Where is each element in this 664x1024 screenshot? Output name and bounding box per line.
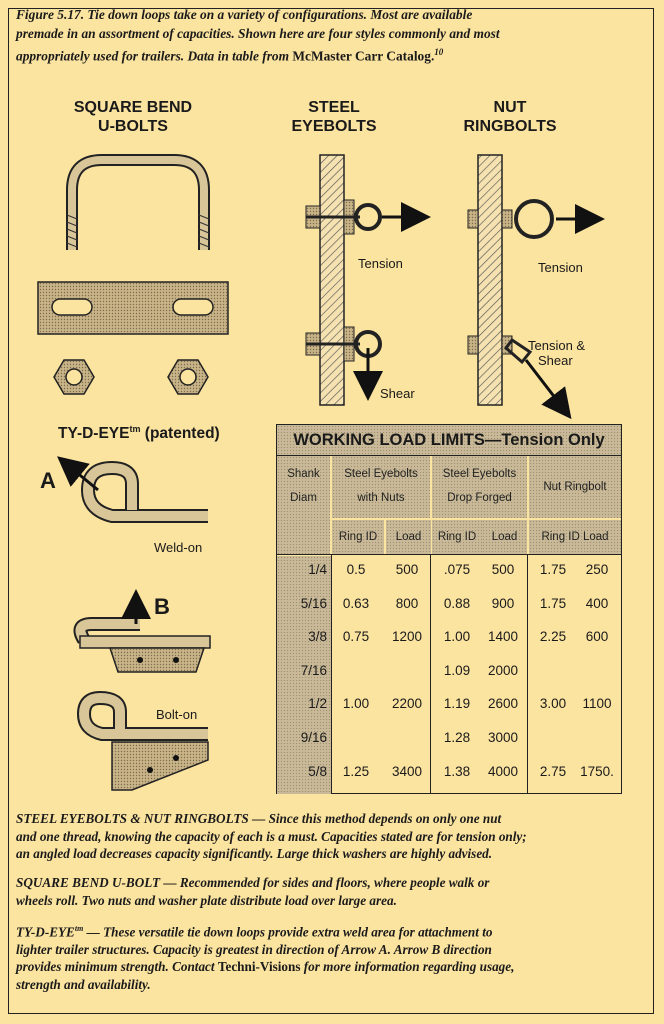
header-eyebolts-nuts-line-1: Steel Eyebolts bbox=[344, 468, 418, 480]
table-cell: 250 bbox=[585, 562, 609, 577]
header-shank-line-2: Diam bbox=[290, 492, 317, 504]
ubolt-header-line-1: SQUARE BEND bbox=[73, 99, 193, 116]
divider bbox=[430, 555, 431, 793]
shank-diam-cell: 5/16 bbox=[300, 595, 327, 611]
subheader-ringbolt: Ring ID Load bbox=[528, 519, 621, 555]
subheader-load-nuts: Load bbox=[385, 519, 431, 555]
note-ubolt-line-2: wheels roll. Two nuts and washer plate distribute load over large area. bbox=[16, 892, 397, 908]
subheader-load-forged: Load bbox=[482, 519, 527, 555]
table-cell: 600 bbox=[585, 629, 609, 645]
table-cell: 1100 bbox=[582, 696, 612, 712]
eyebolt-tension-label: Tension bbox=[358, 256, 403, 271]
table-cell: 2.25 bbox=[539, 629, 567, 645]
tydeye-name: TY-D-EYE bbox=[58, 425, 130, 443]
header-eyebolts-forged-line-2: Drop Forged bbox=[447, 492, 512, 504]
caption-line-2: premade in an assortment of capacities. Shown here are four styles commonly and most bbox=[16, 25, 500, 41]
tydeye-arrow-b-icon bbox=[80, 598, 210, 672]
bolt-on-label: Bolt-on bbox=[156, 707, 198, 722]
table-cell: 1.09 bbox=[443, 662, 471, 678]
shank-diam-cell: 1/2 bbox=[308, 696, 327, 712]
note-tydeye-line-1-text: — These versatile tie down loops provide extra weld area for attachment to bbox=[83, 924, 493, 940]
caption-line-3-text: appropriately used for trailers. Data in table from bbox=[16, 48, 293, 64]
divider bbox=[527, 555, 528, 793]
table-cell: 2200 bbox=[391, 696, 423, 712]
table-cell: .075 bbox=[443, 562, 471, 577]
table-cell: 1400 bbox=[487, 629, 519, 645]
table-cell: 1.75 bbox=[539, 595, 567, 611]
note-tydeye bbox=[16, 920, 638, 993]
eyebolt-header-line-1: STEEL bbox=[308, 99, 360, 116]
note-ubolt-head: SQUARE BEND U-BOLT bbox=[16, 875, 161, 890]
table-cell: 1.25 bbox=[342, 763, 370, 779]
ring-tension-shear-line-2: Shear bbox=[538, 353, 573, 368]
table-cell: 0.75 bbox=[342, 629, 370, 645]
note-tydeye-line-1 bbox=[16, 920, 638, 941]
note-eyebolts bbox=[16, 810, 638, 863]
table-cell: 1.00 bbox=[443, 629, 471, 645]
table-cell: 2600 bbox=[487, 696, 519, 712]
shank-diam-cell: 5/8 bbox=[308, 763, 327, 779]
table-cell: 3400 bbox=[391, 763, 423, 779]
table-cell: 800 bbox=[395, 595, 419, 611]
tydeye-weld-on-icon bbox=[64, 462, 208, 516]
company-name: Techni-Visions bbox=[217, 959, 301, 975]
weld-on-label: Weld-on bbox=[154, 540, 203, 555]
u-bolt-icon bbox=[67, 160, 209, 250]
table-cell: 1.19 bbox=[443, 696, 471, 712]
shank-diam-cell: 7/16 bbox=[300, 662, 327, 678]
ubolt-header-line-2: U-BOLTS bbox=[98, 118, 168, 135]
eyebolt-shear-label: Shear bbox=[380, 386, 415, 401]
table-cell: 500 bbox=[491, 562, 515, 577]
note-tydeye-line-2: lighter trailer structures. Capacity is greatest in direction of Arrow A. Arrow B direction bbox=[16, 941, 492, 957]
table-cell: 900 bbox=[491, 595, 515, 611]
arrow-a-label: A bbox=[40, 468, 56, 493]
header-shank bbox=[277, 456, 331, 554]
divider bbox=[331, 555, 332, 793]
tydeye-title bbox=[58, 424, 220, 443]
table-cell: 0.88 bbox=[443, 595, 471, 611]
ring-tension-shear-label bbox=[528, 338, 585, 368]
header-eyebolts-nuts-line-2: with Nuts bbox=[357, 492, 405, 504]
table-cell: 400 bbox=[585, 595, 609, 611]
ringbolt-header-line-1: NUT bbox=[493, 99, 527, 116]
footnote-ref: 10 bbox=[434, 47, 444, 57]
table-cell: 1750. bbox=[580, 763, 614, 779]
table-cell: 3.00 bbox=[539, 696, 567, 712]
tydeye-patented: (patented) bbox=[140, 425, 220, 443]
caption-line-1: Figure 5.17. Tie down loops take on a variety of configurations. Most are available bbox=[16, 7, 473, 22]
ringbolt-header-line-2: RINGBOLTS bbox=[463, 118, 557, 135]
washer-plate-icon bbox=[38, 282, 228, 334]
note-tydeye-line-3 bbox=[16, 958, 638, 976]
header-ringbolt: Nut Ringbolt bbox=[528, 456, 621, 518]
table-title: WORKING LOAD LIMITS—Tension Only bbox=[277, 425, 621, 456]
table-cell: 4000 bbox=[487, 763, 519, 779]
note-eyebolts-line-1-text: — Since this method depends on only one nut bbox=[248, 811, 502, 826]
shank-diam-cell: 3/8 bbox=[308, 629, 327, 645]
catalog-name: McMaster Carr Catalog. bbox=[292, 48, 435, 64]
table-cell: 1.75 bbox=[539, 562, 567, 577]
note-tydeye-head: TY-D-EYE bbox=[16, 924, 75, 940]
eyebolt-tension-icon bbox=[306, 155, 422, 405]
table-cell: 0.5 bbox=[346, 562, 366, 577]
shank-diam-cell: 1/4 bbox=[308, 562, 327, 577]
table-cell: 1200 bbox=[391, 629, 423, 645]
table-cell: 500 bbox=[395, 562, 419, 577]
table-cell: 2000 bbox=[487, 662, 519, 678]
table-cell: 0.63 bbox=[342, 595, 370, 611]
note-eyebolts-head: STEEL EYEBOLTS & NUT RINGBOLTS bbox=[16, 811, 249, 826]
note-eyebolts-line-1 bbox=[16, 810, 638, 828]
note-tydeye-tm: tm bbox=[74, 924, 84, 933]
header-eyebolts-forged bbox=[431, 456, 527, 518]
ring-tension-shear-line-1: Tension & bbox=[528, 338, 586, 353]
note-ubolt bbox=[16, 874, 638, 909]
note-tydeye-line-3c: for more information regarding usage, bbox=[300, 959, 515, 975]
table-cell: 3000 bbox=[487, 730, 519, 745]
working-load-table bbox=[276, 424, 622, 794]
divider bbox=[277, 554, 621, 555]
header-eyebolts-nuts bbox=[332, 456, 430, 518]
tydeye-tm: tm bbox=[129, 424, 141, 434]
eyebolt-header-line-2: EYEBOLTS bbox=[291, 118, 377, 135]
table-cell: 1.28 bbox=[443, 730, 471, 745]
note-ubolt-line-1 bbox=[16, 874, 638, 892]
note-tydeye-line-3a: provides minimum strength. Contact bbox=[16, 959, 218, 975]
header-eyebolts-forged-line-1: Steel Eyebolts bbox=[442, 468, 517, 480]
note-tydeye-line-4: strength and availability. bbox=[16, 976, 151, 992]
arrow-b-label: B bbox=[154, 594, 170, 619]
shank-diam-cell: 9/16 bbox=[300, 730, 327, 745]
header-shank-line-1: Shank bbox=[287, 468, 320, 480]
note-eyebolts-line-2: and one thread, knowing the capacity of each is a must. Capacities stated are for tension only; bbox=[16, 828, 527, 844]
table-cell: 1.38 bbox=[443, 763, 471, 779]
note-ubolt-line-1-text: — Recommended for sides and floors, where people walk or bbox=[160, 875, 490, 890]
ring-tension-label: Tension bbox=[538, 260, 583, 275]
nut-icon bbox=[54, 360, 208, 394]
table-cell: 1.00 bbox=[342, 696, 370, 712]
table-cell: 2.75 bbox=[539, 763, 567, 779]
note-eyebolts-line-3: an angled load decreases capacity significantly. Large thick washers are highly advised. bbox=[16, 846, 493, 861]
subheader-ring-id-forged: Ring ID bbox=[431, 519, 482, 555]
subheader-ring-id-nuts: Ring ID bbox=[332, 519, 384, 555]
